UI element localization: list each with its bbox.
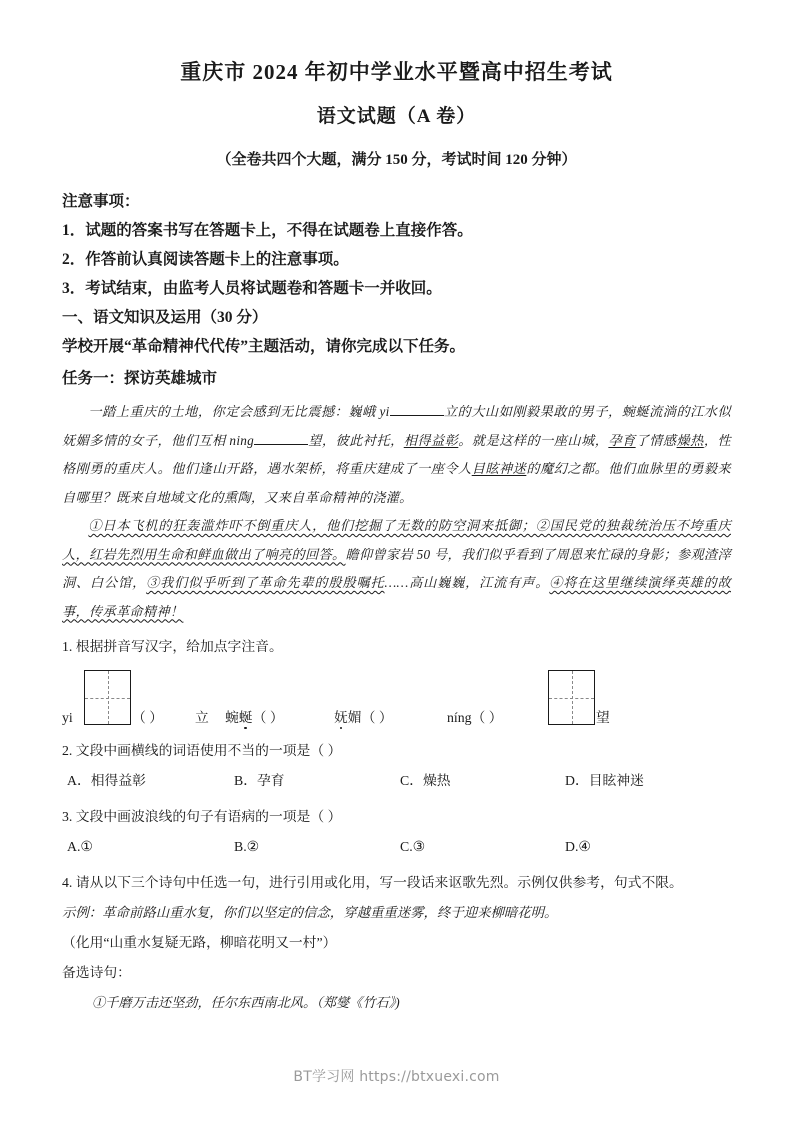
wavy-sentence-1-2: ①日本飞机的狂轰滥炸吓不倒重庆人，他们挖掘了无数的防空洞来抵御；②国民党的独裁统治压不垮重庆人，红岩先烈用生命和鲜血做出了响亮的回答。	[62, 518, 731, 562]
term-wanyan: 蜿蜒	[225, 710, 253, 725]
notice-block	[62, 187, 731, 303]
passage-text-mid: 瞻仰曾家岩 50 号，我们似乎看到了周恩来忙碌的身影；参观渣滓洞、白公馆，	[62, 546, 731, 591]
character-grid-box-ning[interactable]	[548, 670, 595, 725]
page-subtitle: 语文试题（A 卷）	[316, 106, 477, 128]
answer-paren-wanyan[interactable]: （ ）	[252, 710, 284, 726]
passage-text-b: 立的大山如刚毅果敢的男子，蜿蜒流淌的江水似妩媚多情的女子，他们互相 ning	[62, 404, 731, 448]
question-4-example-note: （化用“山重水复疑无路，柳暗花明又一村”）	[62, 935, 337, 951]
passage-paragraph-2	[62, 512, 731, 626]
passage-text-g: 的魔幻之都。他们血脉里的勇毅来自哪里？既来自地域文化的熏陶，又来自革命精神的浇灌。	[62, 461, 732, 505]
question-3-option-c[interactable]: C.③	[400, 839, 426, 855]
section-one-heading: 一、语文知识及运用（30 分）	[62, 309, 268, 327]
page-exam-meta: （全卷共四个大题，满分 150 分，考试时间 120 分钟）	[216, 151, 577, 168]
passage-text-e: 了情感	[635, 432, 677, 448]
question-3-option-d[interactable]: D.④	[565, 839, 591, 855]
pinyin-yi: yi	[62, 710, 73, 726]
question-3-options	[62, 832, 731, 862]
question-4-alt-label: 备选诗句：	[62, 965, 131, 981]
question-2-option-b[interactable]: B．孕育	[234, 773, 285, 789]
section-one-instruction: 学校开展“革命精神代代传”主题活动，请你完成以下任务。	[62, 338, 466, 356]
question-2-option-c[interactable]: C．燥热	[400, 773, 451, 789]
question-2-stem: 2. 文段中画横线的词语使用不当的一项是（ ）	[62, 743, 342, 759]
passage-text-d: 。就是这样的一座山城，	[458, 432, 609, 448]
notice-item-1: 1．试题的答案书写在答题卡上，不得在试题卷上直接作答。	[62, 222, 473, 240]
passage-ellipsis: ……	[384, 575, 409, 591]
question-3-option-a[interactable]: A.①	[67, 839, 93, 855]
notice-item-2: 2．作答前认真阅读答题卡上的注意事项。	[62, 251, 349, 269]
question-1-answer-row	[62, 668, 731, 730]
underlined-term-1: 相得益彰	[403, 432, 459, 448]
underlined-term-4: 目眩神迷	[471, 461, 527, 477]
answer-paren-wumei[interactable]: （ ）	[361, 710, 393, 726]
question-3-stem: 3. 文段中画波浪线的句子有语病的一项是（ ）	[62, 809, 342, 825]
character-grid-box-yi[interactable]	[84, 670, 131, 725]
underlined-term-2: 孕育	[608, 432, 636, 448]
question-4-example: 示例：革命前路山重水复，你们以坚定的信念，穿越重重迷雾，终于迎来柳暗花明。	[62, 905, 558, 921]
char-wang: 望	[596, 710, 610, 726]
question-2-options	[62, 766, 731, 796]
pinyin-ning: níng	[447, 710, 472, 726]
answer-paren-ning[interactable]: （ ）	[471, 710, 503, 726]
wavy-sentence-3: ③我们似乎听到了革命先辈的殷殷嘱托	[146, 575, 385, 591]
blank-fill-ning[interactable]	[254, 444, 308, 445]
question-2-option-d[interactable]: D．目眩神迷	[565, 773, 644, 789]
question-4-stem: 4. 请从以下三个诗句中任选一句，进行引用或化用，写一段话来讴歌先烈。示例仅供参考，句式不限。	[62, 875, 683, 891]
notice-item-3: 3．考试结束，由监考人员将试题卷和答题卡一并收回。	[62, 280, 442, 298]
term-wumei: 妩媚	[334, 710, 362, 725]
underlined-term-3: 燥热	[676, 432, 704, 448]
blank-fill-yi[interactable]	[390, 415, 444, 416]
passage-text-f: ，性格刚勇的重庆人。他们逢山开路，遇水架桥，将重庆建成了一座令人	[62, 432, 731, 477]
pinyin-ning-group	[447, 706, 503, 726]
task-one-heading: 任务一：探访英雄城市	[62, 370, 218, 388]
question-2-option-a[interactable]: A．相得益彰	[67, 773, 146, 789]
passage-text-mid2: 高山巍巍，江流有声。	[408, 575, 550, 591]
wavy-sentence-4: ④将在这里继续演绎英雄的故事，传承革命精神！	[62, 575, 731, 619]
page-title: 重庆市 2024 年初中学业水平暨高中招生考试	[180, 60, 613, 84]
char-li: 立	[195, 710, 209, 726]
question-4-poem-1: ①千磨万击还坚劲，任尔东西南北风。（郑燮《竹石》)	[92, 995, 400, 1011]
question-3-option-b[interactable]: B.②	[234, 839, 260, 855]
term-wanyan-group	[225, 706, 284, 726]
notice-heading: 注意事项：	[62, 193, 140, 211]
term-wumei-group	[334, 706, 393, 726]
passage-paragraph-1	[62, 398, 731, 512]
answer-paren-yi[interactable]: （ ）	[132, 710, 164, 726]
passage-text-c: 望，彼此衬托，	[308, 432, 404, 448]
passage-text-a: 一踏上重庆的土地，你定会感到无比震撼：巍峨 yi	[88, 404, 390, 420]
question-1-stem: 1. 根据拼音写汉字，给加点字注音。	[62, 639, 283, 655]
footer-watermark: BT学习网 https://btxuexi.com	[293, 1069, 500, 1085]
